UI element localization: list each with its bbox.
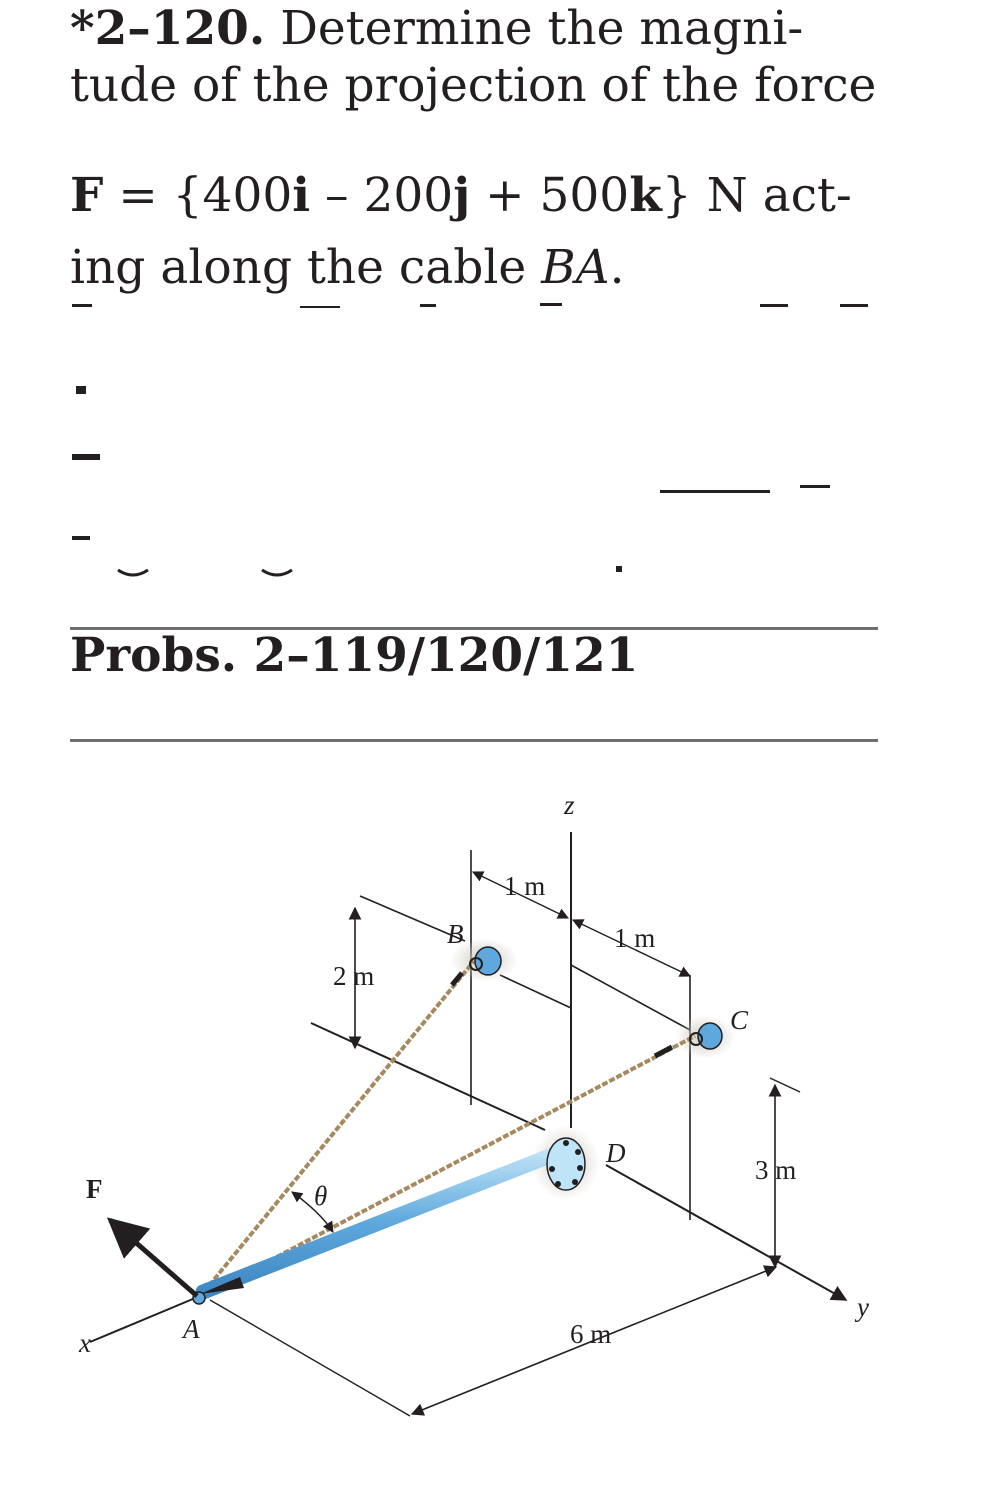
problem-statement — [70, 0, 950, 114]
eq-minus: – 200 — [310, 168, 454, 223]
label-x: x — [79, 1328, 91, 1358]
eq-i: i — [292, 168, 311, 223]
eq-unit: } N act- — [661, 168, 852, 223]
problem-line-1-text: Determine the magni- — [265, 1, 804, 56]
line4-start: ing along the cable — [70, 240, 542, 295]
figure-caption: Probs. 2–119/120/121 — [70, 628, 639, 683]
eq-plus: + 500 — [470, 168, 630, 223]
anchor-D — [547, 1138, 585, 1190]
problem-number: *2–120. — [70, 1, 266, 56]
line4-BA: BA — [541, 240, 610, 295]
label-6m: 6 m — [570, 1319, 612, 1349]
eq-k: k — [629, 168, 662, 223]
label-D: D — [606, 1138, 626, 1168]
label-2m: 2 m — [333, 961, 375, 991]
eq-equals: = {400 — [103, 168, 293, 223]
label-y: y — [857, 1292, 869, 1322]
label-1m-right: 1 m — [614, 923, 656, 953]
cropped-text-residue — [0, 290, 995, 590]
label-z: z — [564, 790, 575, 820]
label-1m-top: 1 m — [504, 871, 546, 901]
figure-diagram — [0, 740, 995, 1494]
equation-line — [70, 160, 852, 232]
label-A: A — [183, 1314, 200, 1344]
problem-line-1 — [70, 0, 950, 57]
problem-line-2: tude of the projection of the force — [70, 58, 877, 113]
force-F-arrow — [110, 1220, 197, 1296]
y-axis — [606, 1165, 846, 1300]
label-C: C — [730, 1005, 749, 1035]
label-B: B — [447, 919, 464, 949]
line4-end: . — [609, 240, 625, 295]
eq-F: F — [70, 168, 104, 223]
eq-j: j — [453, 168, 471, 223]
label-3m: 3 m — [755, 1155, 797, 1185]
force-equation — [70, 160, 852, 304]
label-theta: θ — [314, 1181, 328, 1211]
rod-AD — [203, 1152, 560, 1292]
label-F: F — [86, 1174, 103, 1204]
